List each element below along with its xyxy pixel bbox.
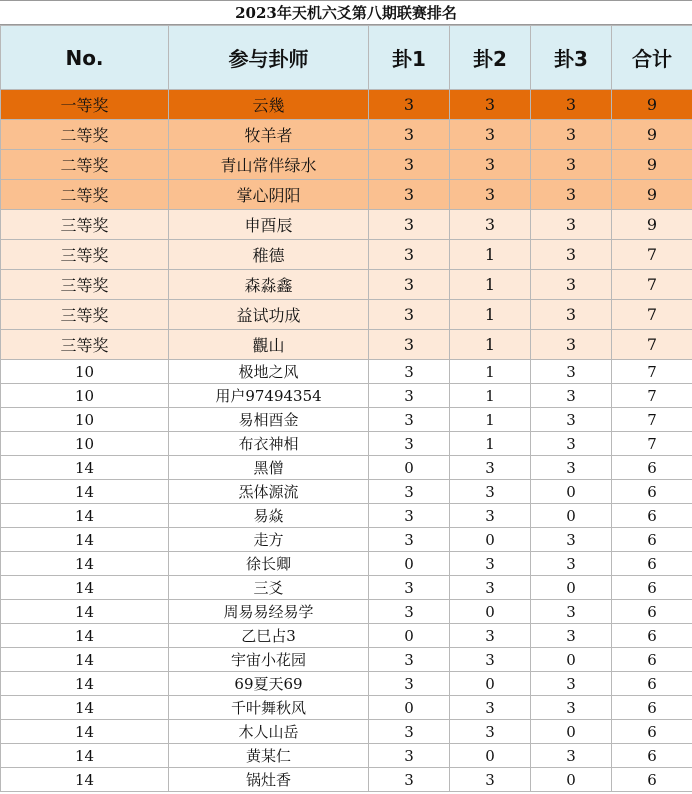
total-cell: 6 — [612, 672, 692, 696]
gua2-cell: 1 — [450, 384, 531, 408]
table-row — [1, 672, 692, 696]
gua1-cell: 3 — [369, 744, 450, 768]
gua3-cell: 3 — [531, 744, 612, 768]
column-header-gua2: 卦2 — [450, 26, 531, 90]
table-row — [1, 150, 692, 180]
rank-cell: 14 — [1, 552, 169, 576]
total-cell: 7 — [612, 270, 692, 300]
gua1-cell: 3 — [369, 180, 450, 210]
gua1-cell: 3 — [369, 600, 450, 624]
rank-cell: 14 — [1, 720, 169, 744]
participant-cell: 三爻 — [169, 576, 369, 600]
gua3-cell: 3 — [531, 360, 612, 384]
gua3-cell: 3 — [531, 624, 612, 648]
rank-cell: 二等奖 — [1, 150, 169, 180]
gua2-cell: 3 — [450, 720, 531, 744]
participant-cell: 掌心阴阳 — [169, 180, 369, 210]
total-cell: 6 — [612, 456, 692, 480]
table-row — [1, 270, 692, 300]
total-cell: 9 — [612, 150, 692, 180]
table-row — [1, 90, 692, 120]
total-cell: 7 — [612, 408, 692, 432]
participant-cell: 宇宙小花园 — [169, 648, 369, 672]
rank-cell: 三等奖 — [1, 210, 169, 240]
gua1-cell: 0 — [369, 696, 450, 720]
gua3-cell: 0 — [531, 480, 612, 504]
total-cell: 6 — [612, 600, 692, 624]
gua3-cell: 0 — [531, 648, 612, 672]
table-row — [1, 330, 692, 360]
rank-cell: 14 — [1, 504, 169, 528]
participant-cell: 炁体源流 — [169, 480, 369, 504]
total-cell: 9 — [612, 210, 692, 240]
gua3-cell: 3 — [531, 600, 612, 624]
participant-cell: 云幾 — [169, 90, 369, 120]
gua1-cell: 3 — [369, 528, 450, 552]
gua2-cell: 3 — [450, 504, 531, 528]
rank-cell: 14 — [1, 696, 169, 720]
column-header-gua3: 卦3 — [531, 26, 612, 90]
gua3-cell: 3 — [531, 696, 612, 720]
participant-cell: 乙巳占3 — [169, 624, 369, 648]
gua3-cell: 0 — [531, 768, 612, 792]
rank-cell: 14 — [1, 648, 169, 672]
gua1-cell: 3 — [369, 672, 450, 696]
gua1-cell: 3 — [369, 330, 450, 360]
column-header-total: 合计 — [612, 26, 692, 90]
table-row — [1, 480, 692, 504]
gua2-cell: 3 — [450, 90, 531, 120]
gua1-cell: 3 — [369, 480, 450, 504]
gua1-cell: 3 — [369, 408, 450, 432]
total-cell: 9 — [612, 120, 692, 150]
gua2-cell: 3 — [450, 180, 531, 210]
gua1-cell: 3 — [369, 360, 450, 384]
column-header-gua1: 卦1 — [369, 26, 450, 90]
gua2-cell: 0 — [450, 672, 531, 696]
table-row — [1, 180, 692, 210]
rank-cell: 14 — [1, 480, 169, 504]
gua3-cell: 0 — [531, 576, 612, 600]
table-row — [1, 768, 692, 792]
gua3-cell: 3 — [531, 270, 612, 300]
rank-cell: 三等奖 — [1, 300, 169, 330]
table-row — [1, 528, 692, 552]
participant-cell: 黄某仁 — [169, 744, 369, 768]
table-row — [1, 648, 692, 672]
table-row — [1, 432, 692, 456]
column-header-no: No. — [1, 26, 169, 90]
gua3-cell: 3 — [531, 672, 612, 696]
table-row — [1, 360, 692, 384]
gua1-cell: 3 — [369, 270, 450, 300]
gua2-cell: 1 — [450, 270, 531, 300]
gua2-cell: 1 — [450, 240, 531, 270]
gua3-cell: 3 — [531, 150, 612, 180]
gua2-cell: 3 — [450, 648, 531, 672]
participant-cell: 申酉辰 — [169, 210, 369, 240]
gua1-cell: 0 — [369, 456, 450, 480]
gua3-cell: 3 — [531, 552, 612, 576]
rank-cell: 10 — [1, 360, 169, 384]
total-cell: 6 — [612, 576, 692, 600]
gua2-cell: 1 — [450, 432, 531, 456]
gua3-cell: 3 — [531, 210, 612, 240]
table-row — [1, 576, 692, 600]
gua3-cell: 0 — [531, 504, 612, 528]
rank-cell: 一等奖 — [1, 90, 169, 120]
participant-cell: 牧羊者 — [169, 120, 369, 150]
total-cell: 9 — [612, 180, 692, 210]
rank-cell: 14 — [1, 624, 169, 648]
gua1-cell: 3 — [369, 768, 450, 792]
table-row — [1, 240, 692, 270]
gua2-cell: 3 — [450, 576, 531, 600]
gua3-cell: 0 — [531, 720, 612, 744]
gua1-cell: 3 — [369, 240, 450, 270]
column-header-participant: 参与卦师 — [169, 26, 369, 90]
total-cell: 6 — [612, 768, 692, 792]
gua1-cell: 3 — [369, 576, 450, 600]
participant-cell: 用户97494354 — [169, 384, 369, 408]
participant-cell: 觀山 — [169, 330, 369, 360]
total-cell: 9 — [612, 90, 692, 120]
gua1-cell: 3 — [369, 120, 450, 150]
gua1-cell: 3 — [369, 432, 450, 456]
gua3-cell: 3 — [531, 120, 612, 150]
gua1-cell: 0 — [369, 552, 450, 576]
total-cell: 6 — [612, 624, 692, 648]
total-cell: 7 — [612, 384, 692, 408]
participant-cell: 69夏天69 — [169, 672, 369, 696]
gua1-cell: 3 — [369, 300, 450, 330]
participant-cell: 黑僧 — [169, 456, 369, 480]
gua2-cell: 3 — [450, 120, 531, 150]
table-row — [1, 456, 692, 480]
rank-cell: 二等奖 — [1, 120, 169, 150]
table-row — [1, 600, 692, 624]
table-row — [1, 300, 692, 330]
rank-cell: 10 — [1, 408, 169, 432]
participant-cell: 森淼鑫 — [169, 270, 369, 300]
gua2-cell: 1 — [450, 360, 531, 384]
table-row — [1, 624, 692, 648]
total-cell: 7 — [612, 330, 692, 360]
table-row — [1, 210, 692, 240]
gua2-cell: 3 — [450, 456, 531, 480]
rank-cell: 14 — [1, 528, 169, 552]
rank-cell: 14 — [1, 672, 169, 696]
gua2-cell: 3 — [450, 210, 531, 240]
rank-cell: 14 — [1, 600, 169, 624]
total-cell: 7 — [612, 360, 692, 384]
table-row — [1, 720, 692, 744]
total-cell: 6 — [612, 744, 692, 768]
sheet-title: 2023年天机六爻第八期联赛排名 — [0, 0, 692, 25]
table-row — [1, 744, 692, 768]
gua2-cell: 0 — [450, 600, 531, 624]
gua2-cell: 3 — [450, 150, 531, 180]
gua1-cell: 3 — [369, 90, 450, 120]
participant-cell: 易焱 — [169, 504, 369, 528]
table-row — [1, 408, 692, 432]
total-cell: 6 — [612, 552, 692, 576]
gua2-cell: 3 — [450, 480, 531, 504]
gua3-cell: 3 — [531, 300, 612, 330]
rank-cell: 14 — [1, 576, 169, 600]
participant-cell: 益试功成 — [169, 300, 369, 330]
gua2-cell: 1 — [450, 330, 531, 360]
gua2-cell: 1 — [450, 408, 531, 432]
rank-cell: 14 — [1, 744, 169, 768]
table-row — [1, 384, 692, 408]
total-cell: 6 — [612, 648, 692, 672]
rank-cell: 14 — [1, 456, 169, 480]
gua1-cell: 3 — [369, 504, 450, 528]
gua2-cell: 3 — [450, 552, 531, 576]
gua3-cell: 3 — [531, 528, 612, 552]
participant-cell: 周易易经易学 — [169, 600, 369, 624]
rank-cell: 10 — [1, 432, 169, 456]
total-cell: 6 — [612, 504, 692, 528]
gua3-cell: 3 — [531, 456, 612, 480]
gua2-cell: 3 — [450, 696, 531, 720]
total-cell: 7 — [612, 240, 692, 270]
gua2-cell: 0 — [450, 528, 531, 552]
total-cell: 7 — [612, 300, 692, 330]
rank-cell: 二等奖 — [1, 180, 169, 210]
total-cell: 7 — [612, 432, 692, 456]
rank-cell: 三等奖 — [1, 240, 169, 270]
table-row — [1, 552, 692, 576]
gua3-cell: 3 — [531, 90, 612, 120]
table-row — [1, 696, 692, 720]
gua3-cell: 3 — [531, 384, 612, 408]
participant-cell: 青山常伴绿水 — [169, 150, 369, 180]
table-row — [1, 120, 692, 150]
header-row — [1, 26, 692, 90]
participant-cell: 布衣神相 — [169, 432, 369, 456]
gua1-cell: 0 — [369, 624, 450, 648]
gua1-cell: 3 — [369, 384, 450, 408]
gua3-cell: 3 — [531, 432, 612, 456]
total-cell: 6 — [612, 528, 692, 552]
participant-cell: 极地之风 — [169, 360, 369, 384]
gua2-cell: 3 — [450, 624, 531, 648]
participant-cell: 走方 — [169, 528, 369, 552]
total-cell: 6 — [612, 720, 692, 744]
participant-cell: 木人山岳 — [169, 720, 369, 744]
rank-cell: 14 — [1, 768, 169, 792]
participant-cell: 稚德 — [169, 240, 369, 270]
gua1-cell: 3 — [369, 720, 450, 744]
gua3-cell: 3 — [531, 240, 612, 270]
gua1-cell: 3 — [369, 648, 450, 672]
rank-cell: 三等奖 — [1, 330, 169, 360]
gua2-cell: 0 — [450, 744, 531, 768]
gua3-cell: 3 — [531, 330, 612, 360]
gua1-cell: 3 — [369, 210, 450, 240]
gua1-cell: 3 — [369, 150, 450, 180]
gua3-cell: 3 — [531, 180, 612, 210]
participant-cell: 锅灶香 — [169, 768, 369, 792]
gua3-cell: 3 — [531, 408, 612, 432]
participant-cell: 徐长卿 — [169, 552, 369, 576]
participant-cell: 易相酉金 — [169, 408, 369, 432]
gua2-cell: 1 — [450, 300, 531, 330]
participant-cell: 千叶舞秋风 — [169, 696, 369, 720]
table-row — [1, 504, 692, 528]
total-cell: 6 — [612, 696, 692, 720]
rank-cell: 10 — [1, 384, 169, 408]
ranking-table — [0, 25, 692, 792]
total-cell: 6 — [612, 480, 692, 504]
gua2-cell: 3 — [450, 768, 531, 792]
table-body — [1, 90, 692, 792]
rank-cell: 三等奖 — [1, 270, 169, 300]
